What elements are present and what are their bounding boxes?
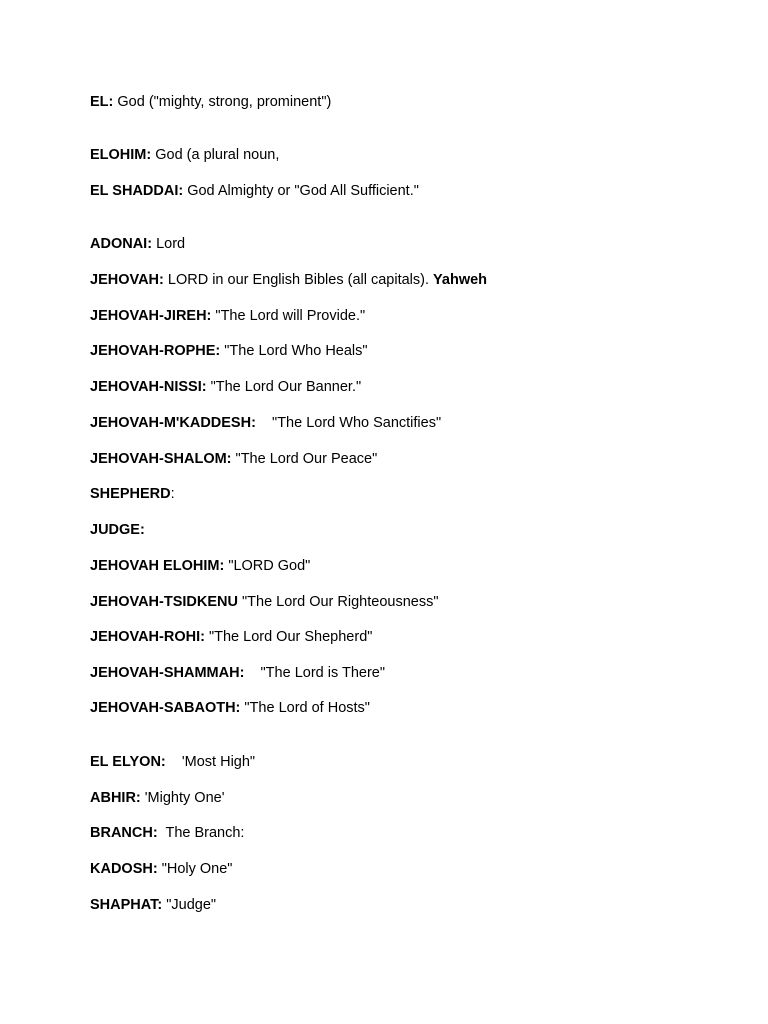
entry-term: JEHOVAH-JIREH: (90, 308, 212, 324)
entry-term: JEHOVAH-SHAMMAH: (90, 665, 245, 681)
entry-definition: "The Lord Our Peace" (235, 451, 378, 467)
entry-el (90, 93, 331, 111)
entry-term: JEHOVAH-TSIDKENU (90, 594, 238, 610)
entry-jehovah (90, 271, 487, 289)
entry-term: JUDGE: (90, 522, 145, 538)
entry-kadosh (90, 860, 232, 878)
entry-term: JEHOVAH-NISSI: (90, 379, 207, 395)
entry-definition: 'Mighty One' (144, 790, 225, 806)
entry-definition: God Almighty or "God All Sufficient." (187, 183, 419, 199)
entry-jehovah-tsidkenu (90, 593, 438, 611)
entry-term: SHEPHERD (90, 486, 171, 502)
entry-abhir (90, 789, 224, 807)
entry-term: ABHIR: (90, 790, 141, 806)
entry-emphasis: Yahweh (433, 272, 488, 288)
entry-definition: "The Lord Our Banner." (210, 379, 362, 395)
entry-definition: The Branch: (165, 825, 245, 841)
entry-definition: "Judge" (166, 897, 217, 913)
entry-separator (244, 665, 260, 681)
entry-jehovah-shalom (90, 450, 377, 468)
entry-term: JEHOVAH-M'KADDESH: (90, 415, 256, 431)
entry-term: JEHOVAH-SABAOTH: (90, 700, 241, 716)
entry-term: EL ELYON: (90, 754, 166, 770)
entry-term: BRANCH: (90, 825, 158, 841)
entry-definition: LORD in our English Bibles (all capitals). (167, 272, 434, 288)
entry-term: JEHOVAH-ROHI: (90, 629, 205, 645)
entry-elohim (90, 146, 279, 164)
entry-jehovah-sabaoth (90, 699, 370, 717)
entry-jehovah-mkaddesh (90, 414, 441, 432)
entry-definition: 'Most High" (181, 754, 256, 770)
entry-definition: "The Lord will Provide." (215, 308, 366, 324)
entry-shaphat (90, 896, 216, 914)
entry-term: EL: (90, 94, 114, 110)
entry-el-elyon (90, 753, 255, 771)
entry-definition: "LORD God" (228, 558, 311, 574)
document-page (90, 0, 730, 1024)
entry-judge (90, 521, 145, 539)
entry-definition: "The Lord Our Righteousness" (242, 594, 439, 610)
entry-definition: "The Lord Who Heals" (224, 343, 368, 359)
entry-branch (90, 824, 244, 842)
entry-term: KADOSH: (90, 861, 158, 877)
entry-term: JEHOVAH: (90, 272, 164, 288)
entry-el-shaddai (90, 182, 419, 200)
entry-jehovah-shammah (90, 664, 385, 682)
entry-term: JEHOVAH-ROPHE: (90, 343, 221, 359)
entry-definition: : (170, 486, 175, 502)
entry-definition: "The Lord is There" (260, 665, 386, 681)
entry-jehovah-rophe (90, 342, 368, 360)
entry-shepherd (90, 485, 175, 503)
entry-definition: God ("mighty, strong, prominent") (117, 94, 332, 110)
entry-definition: "The Lord Who Sanctifies" (272, 415, 442, 431)
entry-jehovah-elohim (90, 557, 310, 575)
entry-term: ADONAI: (90, 236, 153, 252)
entry-term: ELOHIM: (90, 147, 152, 163)
entry-definition: God (a plural noun, (155, 147, 280, 163)
entry-term: EL SHADDAI: (90, 183, 184, 199)
entry-definition: Lord (156, 236, 186, 252)
entry-adonai (90, 235, 185, 253)
entry-term: JEHOVAH ELOHIM: (90, 558, 225, 574)
entry-definition: "Holy One" (161, 861, 233, 877)
entry-jehovah-jireh (90, 307, 365, 325)
entry-definition: "The Lord Our Shepherd" (208, 629, 373, 645)
entry-definition: "The Lord of Hosts" (244, 700, 370, 716)
entry-separator (256, 415, 272, 431)
entry-separator (166, 754, 182, 770)
entry-term: SHAPHAT: (90, 897, 163, 913)
entry-jehovah-rohi (90, 628, 372, 646)
entry-jehovah-nissi (90, 378, 361, 396)
entry-term: JEHOVAH-SHALOM: (90, 451, 232, 467)
